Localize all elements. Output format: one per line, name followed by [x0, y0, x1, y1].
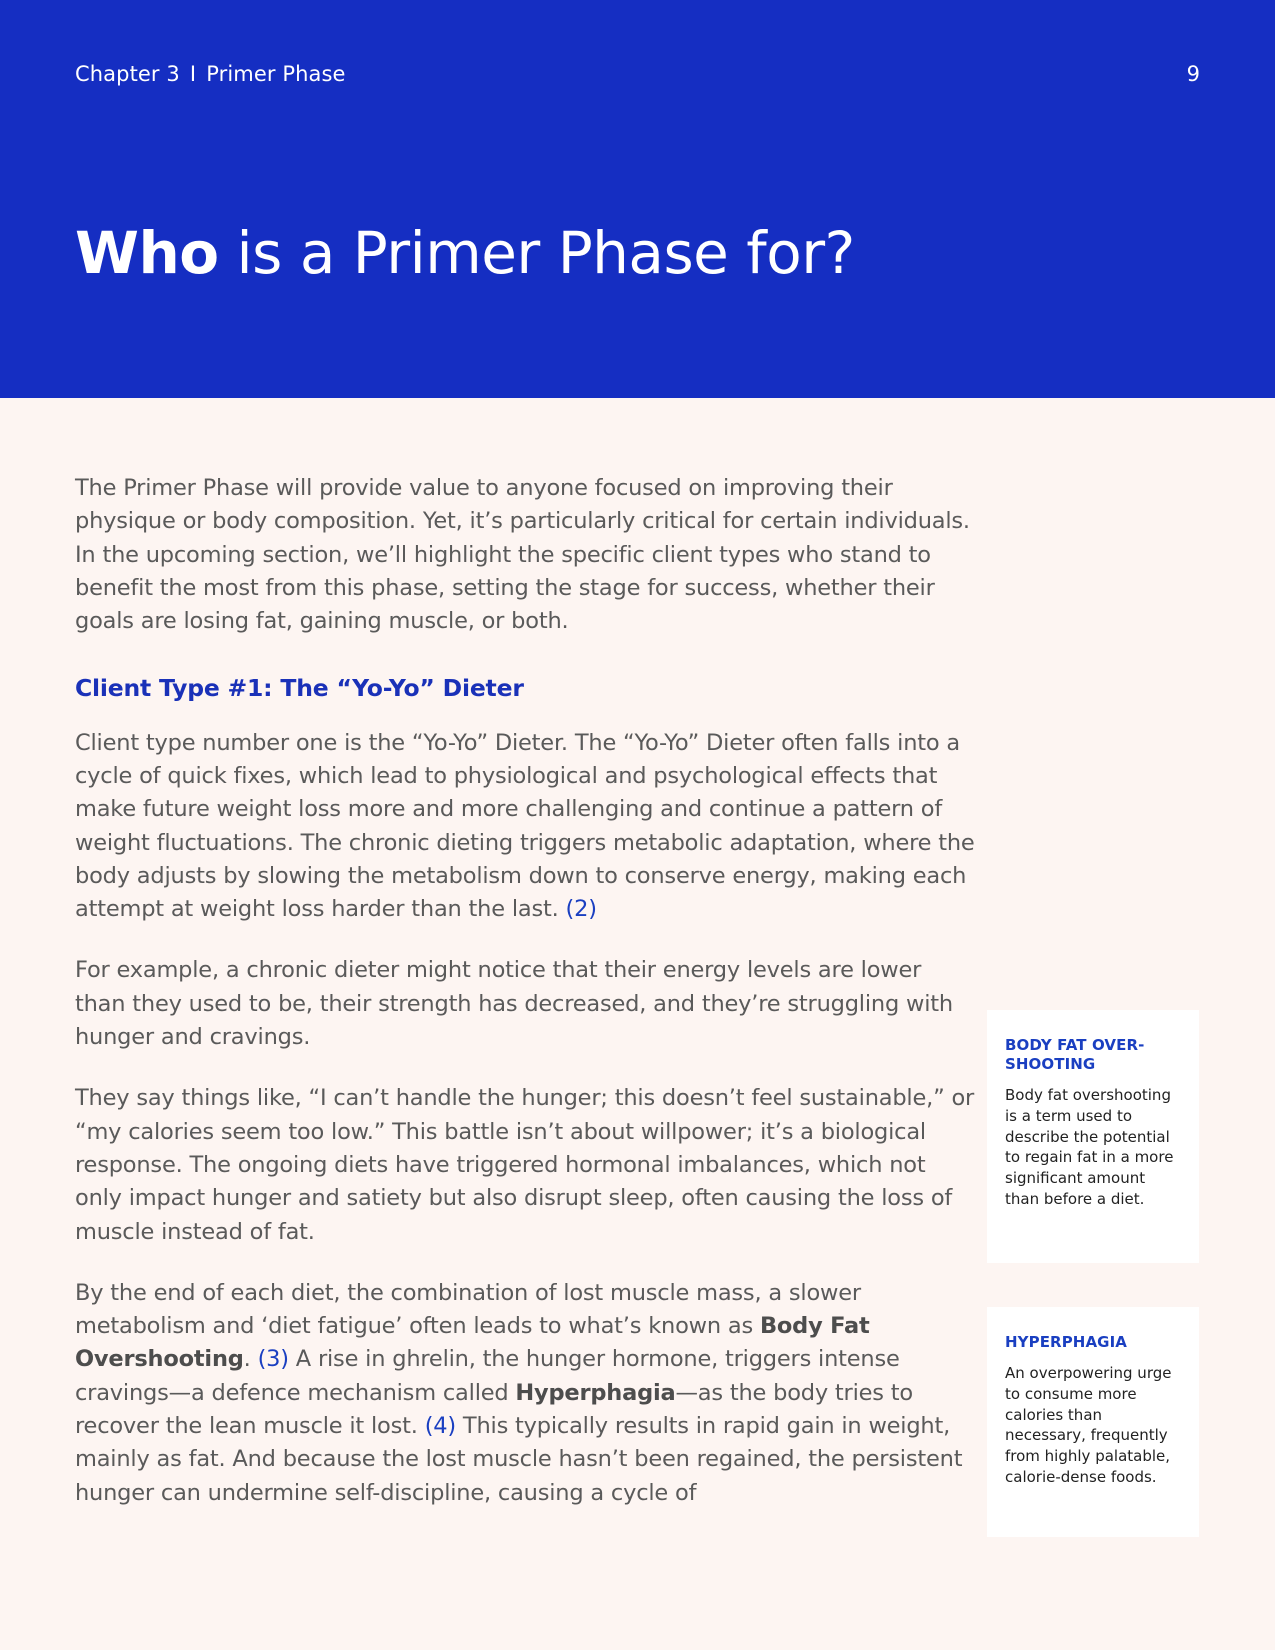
paragraph-text: . [243, 1346, 258, 1373]
main-column [75, 472, 975, 1538]
paragraph-overshooting [75, 1277, 975, 1510]
page-title [75, 219, 855, 287]
intro-paragraph: The Primer Phase will provide value to anyone focused on improving their physique or body composition. Yet, it’s particularly critical for certain individuals. In the upcoming section, we’ll highlight the specific client types who stand to benefit the most from this phase, setting the stage for success, whether their goals are losing fat, gaining muscle, or both. [75, 475, 970, 635]
sidebar-callout-hyperphagia [987, 1307, 1199, 1537]
callout-title: HYPERPHAGIA [1005, 1333, 1127, 1351]
citation-link[interactable]: (2) [565, 896, 597, 923]
paragraph-example: For example, a chronic dieter might notice that their energy levels are lower than they used to be, their strength has decreased, and they’re struggling with hunger and cravings. [75, 957, 953, 1051]
paragraph-text: This typically results in rapid gain in weight, mainly as fat. And because the lost muscle hasn’t been regained, the persistent hunger can undermine self-discipline, causing a cycle of [75, 1413, 963, 1506]
chapter-label: Chapter 3 [75, 62, 180, 86]
callout-text: An overpowering urge to consume more calories than necessary, frequently from highly palatable, calorie-dense foods. [1005, 1364, 1172, 1486]
paragraph-yo-yo-dieter [75, 727, 975, 927]
paragraph-text: —as the body tries to recover the lean muscle it lost. [75, 1379, 913, 1440]
running-head [75, 62, 346, 86]
term-body-fat-overshooting: Body Fat Overshooting [75, 1313, 870, 1373]
header-band [0, 0, 1275, 398]
callout-title: BODY FAT OVER-SHOOTING [1005, 1036, 1145, 1073]
citation-link[interactable]: (4) [424, 1413, 456, 1440]
callout-text: Body fat overshooting is a term used to describe the potential to regain fat in a more significant amount than before a diet. [1005, 1086, 1174, 1208]
citation-link[interactable]: (3) [257, 1346, 289, 1373]
client-type-heading: Client Type #1: The “Yo-Yo” Dieter [75, 674, 524, 703]
section-label: Primer Phase [206, 62, 346, 86]
running-head-separator: I [189, 62, 197, 86]
sidebar-callout-body-fat-overshooting [987, 1010, 1199, 1263]
paragraph-text: By the end of each diet, the combination of lost muscle mass, a slower metabolism and ‘diet fatigue’ often leads to what’s known as [75, 1279, 861, 1340]
page-number: 9 [1186, 62, 1200, 86]
page-title-bold: Who [75, 219, 219, 287]
paragraph-quotes: They say things like, “I can’t handle the hunger; this doesn’t feel sustainable,” or “my calories seem too low.” This battle isn’t about willpower; it’s a biological response. The ongoing diets have triggered hormonal imbalances, which not only impact hunger and satiety but also disrupt sleep, often causing the loss of muscle instead of fat. [75, 1085, 975, 1245]
paragraph-text: A rise in ghrelin, the hunger hormone, triggers intense cravings—a defence mechanism called [75, 1346, 900, 1406]
paragraph-text: Client type number one is the “Yo-Yo” Dieter. The “Yo-Yo” Dieter often falls into a cycle of quick fixes, which lead to physiological and psychological effects that make future weight loss more and more challenging and continue a pattern of weight fluctuations. The chronic dieting triggers metabolic adaptation, where the body adjusts by slowing the metabolism down to conserve energy, making each attempt at weight loss harder than the last. [75, 729, 975, 923]
page-title-rest: is a Primer Phase for? [218, 219, 855, 287]
term-hyperphagia: Hyperphagia [515, 1379, 676, 1406]
